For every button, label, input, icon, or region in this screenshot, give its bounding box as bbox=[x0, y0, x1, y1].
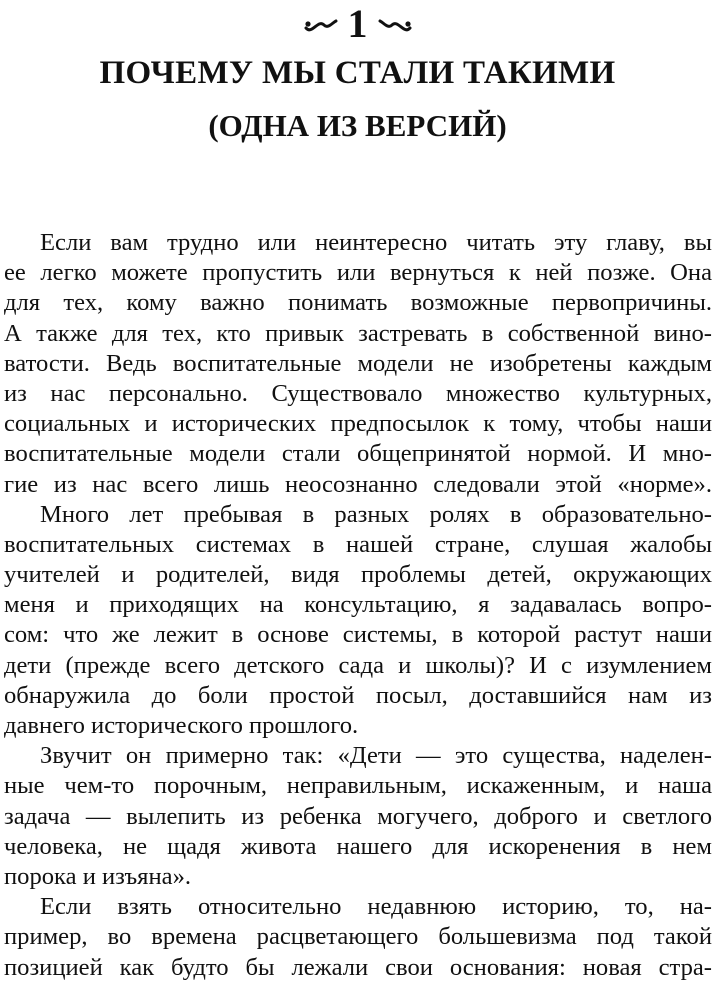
text-line: социальных и исторических предпосылок к тому, чтобы наши bbox=[4, 410, 712, 438]
text-line: ные чем-то порочным, неправильным, искаженным, и наша bbox=[4, 772, 712, 800]
text-line: А также для тех, кто привык застревать в собственной вино- bbox=[4, 319, 712, 347]
text-line: Много лет пребывая в разных ролях в образовательно- bbox=[40, 500, 712, 528]
text-line: Если вам трудно или неинтересно читать эту главу, вы bbox=[40, 229, 712, 256]
scroll-ornament-right-icon bbox=[378, 13, 412, 35]
text-line: воспитательных системах в нашей стране, слушая жалобы bbox=[4, 530, 712, 558]
chapter-number-row bbox=[0, 2, 715, 46]
text-line: давнего исторического прошлого. bbox=[4, 712, 359, 739]
text-line: Если взять относительно недавнюю историю, то, на- bbox=[40, 893, 712, 921]
text-line: меня и приходящих на консультацию, я задавалась вопро- bbox=[4, 591, 712, 619]
text-line: для тех, кому важно понимать возможные первопричины. bbox=[4, 289, 712, 317]
text-line: позицией как будто бы лежали свои основания: новая стра- bbox=[4, 953, 712, 981]
text-line: обнаружила до боли простой посыл, доставшийся нам из bbox=[4, 681, 712, 709]
text-line: ее легко можете пропустить или вернуться к ней позже. Она bbox=[4, 259, 712, 287]
scroll-ornament-left-icon bbox=[304, 13, 338, 35]
chapter-body bbox=[0, 228, 715, 983]
text-line: воспитательные модели стали общепринятой нормой. И мно- bbox=[4, 440, 712, 468]
text-line: ватости. Ведь воспитательные модели не изобретены каждым bbox=[4, 349, 712, 377]
chapter-heading bbox=[0, 2, 715, 144]
text-line: задача — вылепить из ребенка могучего, доброго и светлого bbox=[4, 802, 712, 830]
text-line: учителей и родителей, видя проблемы детей, окружающих bbox=[4, 561, 712, 589]
chapter-title: ПОЧЕМУ МЫ СТАЛИ ТАКИМИ bbox=[99, 55, 616, 91]
text-line: гие из нас всего лишь неосознанно следовали этой «норме». bbox=[4, 470, 712, 498]
text-line: пример, во времена расцветающего большевизма под такой bbox=[4, 923, 712, 951]
text-line: человека, не щадя живота нашего для искоренения в нем bbox=[4, 832, 712, 860]
text-line: сом: что же лежит в основе системы, в которой растут наши bbox=[4, 621, 712, 649]
chapter-subtitle: (ОДНА ИЗ ВЕРСИЙ) bbox=[208, 108, 507, 143]
text-line: из нас персонально. Существовало множество культурных, bbox=[4, 379, 712, 407]
text-line: Звучит он примерно так: «Дети — это существа, наделен- bbox=[40, 742, 712, 770]
chapter-number: 1 bbox=[347, 1, 368, 46]
text-line: дети (прежде всего детского сада и школы)? И с изумлением bbox=[4, 651, 712, 679]
text-line: порока и изъяна». bbox=[4, 862, 192, 890]
